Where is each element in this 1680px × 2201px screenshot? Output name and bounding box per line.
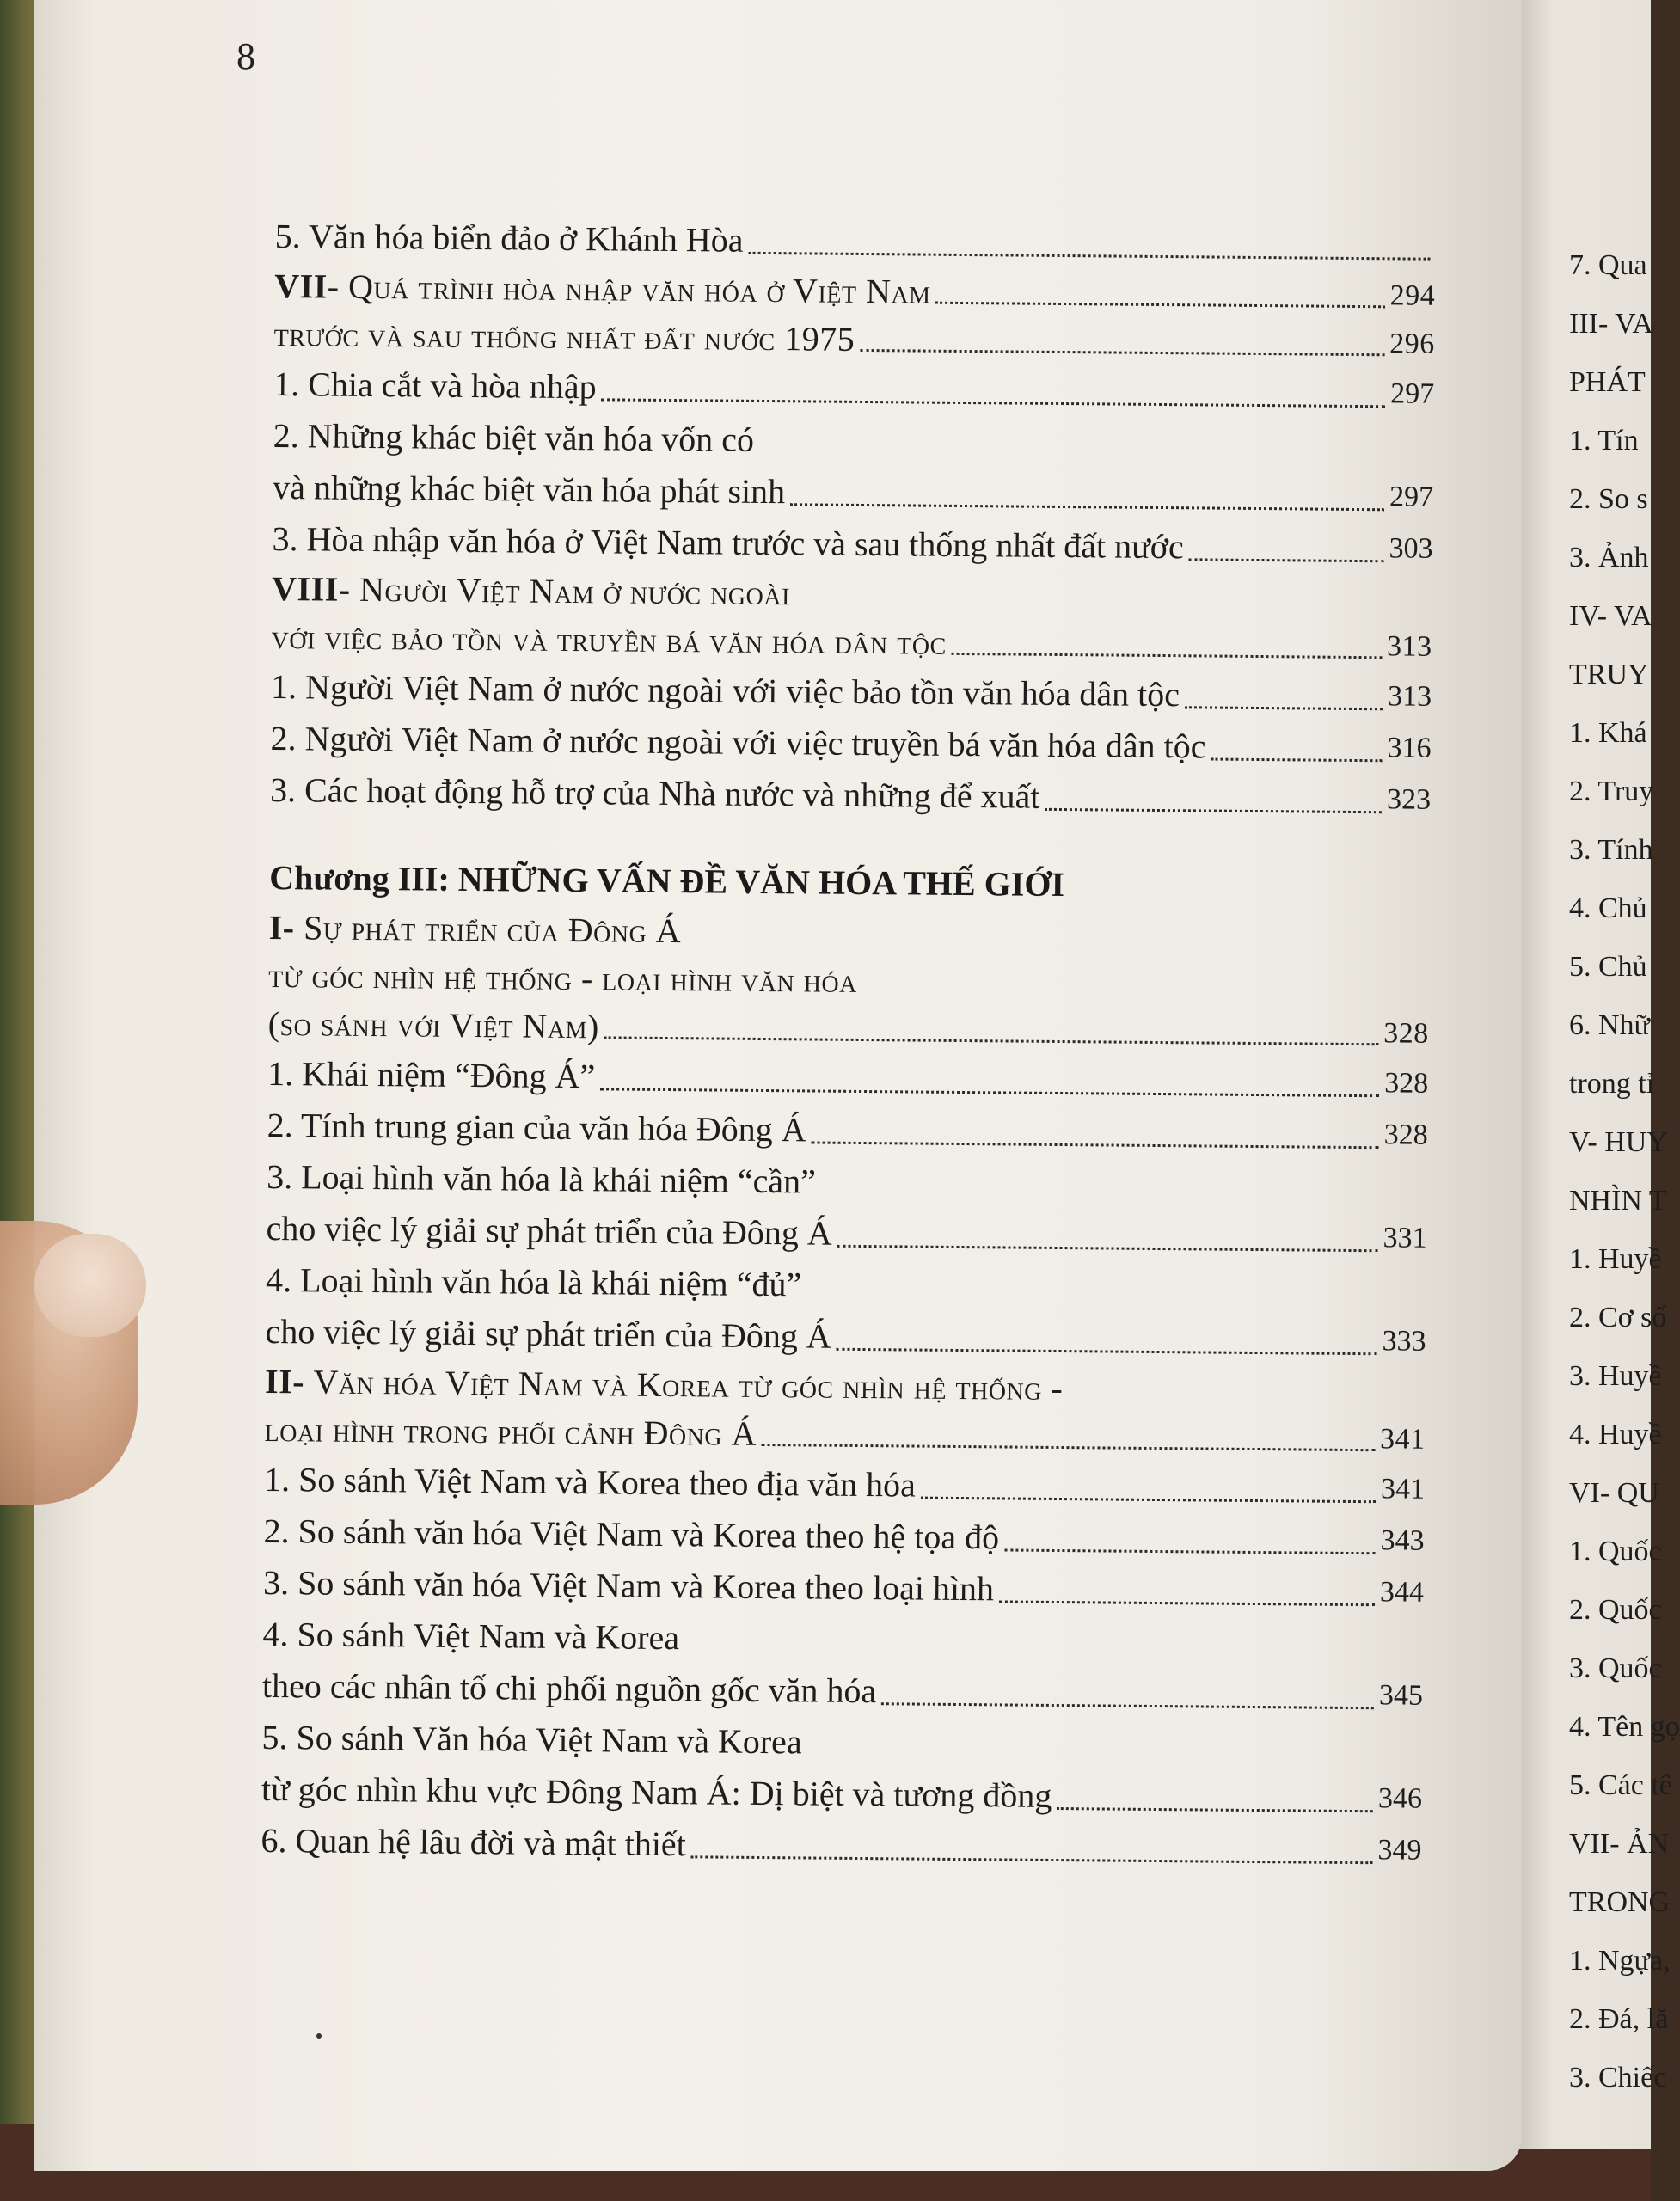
right-page-fragment: 5. Chủ [1569, 951, 1647, 983]
entry-label: từ góc nhìn khu vực Đông Nam Á: Dị biệt và tương đồng [261, 1769, 1052, 1815]
dot-leader [762, 1444, 1375, 1451]
entry-label: loại hình trong phối cảnh Đông Á [264, 1409, 757, 1453]
right-page-fragment: trong tỉ [1569, 1068, 1655, 1100]
page-ref: 313 [1387, 680, 1432, 713]
right-page-fragment: 6. Nhữ [1569, 1009, 1650, 1041]
right-page-fragment: NHÌN T [1569, 1185, 1667, 1217]
section-label [274, 262, 931, 316]
dot-leader [790, 503, 1384, 511]
page-ref: 349 [1377, 1834, 1422, 1867]
dot-leader [1057, 1807, 1373, 1812]
entry-label: trước và sau thống nhất đất nước 1975 [273, 314, 855, 359]
entry-label: 3. Hòa nhập văn hóa ở Việt Nam trước và sau thống nhất đất nước [272, 518, 1184, 567]
right-page-fragment: 1. Tín [1569, 425, 1639, 457]
entry-label: 2. Tính trung gian của văn hóa Đông Á [267, 1105, 806, 1150]
page-ref: 344 [1379, 1576, 1425, 1609]
page-ref: 328 [1383, 1119, 1428, 1151]
dot-leader [860, 349, 1384, 356]
right-page-fragment: 7. Qua [1569, 249, 1647, 281]
right-page-fragment: 3. Chiếc [1569, 2062, 1667, 2094]
entry-label: theo các nhân tố chi phối nguồn gốc văn hóa [261, 1665, 877, 1711]
right-page-fragment: 2. Quốc [1569, 1594, 1662, 1626]
section-label [268, 904, 681, 955]
dot-leader [952, 653, 1382, 659]
page-ref: 323 [1386, 783, 1432, 816]
page-ref: 303 [1389, 532, 1433, 565]
section-numeral: I- [268, 907, 304, 947]
dot-leader [691, 1855, 1373, 1864]
page-ref: 343 [1380, 1524, 1425, 1557]
section-label [272, 565, 790, 617]
thumbnail [34, 1234, 146, 1337]
page-ref: 316 [1387, 732, 1432, 764]
page-ref: 328 [1383, 1017, 1429, 1050]
page-ref: 297 [1389, 481, 1434, 513]
section-heading-line: từ góc nhìn hệ thống - loại hình văn hóa [268, 955, 858, 1000]
page-ref: 341 [1379, 1423, 1426, 1456]
right-page-fragment: 4. Tên gọ [1569, 1711, 1680, 1743]
dot-leader [999, 1600, 1375, 1606]
right-page-fragment: 4. Chủ [1569, 892, 1647, 924]
right-page-fragment: III- VA [1569, 308, 1653, 340]
entry-label: và những khác biệt văn hóa phát sinh [272, 467, 786, 512]
chapter-heading: Chương III: NHỮNG VẤN ĐỀ VĂN HÓA THẾ GIỚI [269, 857, 1065, 904]
right-page-fragment: 2. So s [1569, 483, 1648, 515]
right-page-fragment: V- HUY [1569, 1126, 1668, 1158]
entry-label: 1. So sánh Việt Nam và Korea theo địa văn hóa [263, 1459, 917, 1505]
toc-entry-line: 3. Loại hình văn hóa là khái niệm “cần” [266, 1156, 817, 1201]
right-page-fragment: 3. Ảnh [1569, 542, 1649, 573]
dot-leader [837, 1348, 1377, 1355]
toc-entry-line: 5. So sánh Văn hóa Việt Nam và Korea [261, 1717, 802, 1762]
right-page-fragment: 2. Đá, lă [1569, 2003, 1669, 2035]
dot-leader [811, 1141, 1378, 1149]
dot-leader [935, 302, 1384, 309]
page-ref: 331 [1383, 1222, 1427, 1254]
entry-label: 1. Người Việt Nam ở nước ngoài với việc bảo tồn văn hóa dân tộc [270, 666, 1180, 714]
dot-leader [1189, 558, 1384, 562]
right-page-fragment: VII- ẢN [1569, 1828, 1670, 1860]
right-page-fragment: 1. Huyề [1569, 1243, 1662, 1275]
toc-entry-line: 2. Những khác biệt văn hóa vốn có [273, 415, 755, 459]
right-page-fragment: 3. Tính [1569, 834, 1653, 866]
entry-label: 3. Các hoạt động hỗ trợ của Nhà nước và những để xuất [269, 769, 1040, 816]
page-ref: 346 [1377, 1782, 1423, 1815]
page-ref: 328 [1384, 1067, 1429, 1100]
right-page-fragment: 1. Quốc [1569, 1536, 1662, 1567]
dot-leader [748, 252, 1430, 261]
page-ref: 294 [1389, 279, 1436, 312]
entry-label: 1. Chia cắt và hòa nhập [273, 364, 597, 407]
section-label [265, 1358, 1064, 1413]
dot-leader [1211, 758, 1382, 763]
table-of-contents [261, 211, 1436, 1877]
entry-label: cho việc lý giải sự phát triển của Đông Á [266, 1208, 833, 1253]
toc-entry-line: 4. So sánh Việt Nam và Korea [262, 1614, 680, 1658]
toc-entry [261, 1815, 1421, 1877]
dot-leader [881, 1702, 1374, 1709]
book-page [34, 0, 1522, 2171]
entry-label: cho việc lý giải sự phát triển của Đông Á [265, 1311, 831, 1356]
dot-leader [604, 1036, 1378, 1045]
right-page-fragment: 5. Các tê [1569, 1769, 1672, 1801]
right-page-fragment: 4. Huyề [1569, 1419, 1662, 1450]
dot-leader [602, 398, 1386, 408]
entry-label: với việc bảo tồn và truyền bá văn hóa dân tộc [271, 616, 947, 662]
entry-label: 3. So sánh văn hóa Việt Nam và Korea theo loại hình [262, 1562, 995, 1609]
dot-leader [1004, 1548, 1375, 1554]
section-title: Người Việt Nam ở nước ngoài [359, 569, 791, 613]
right-page-fragment: 2. Truy [1569, 776, 1654, 807]
right-page-fragment: 3. Huyề [1569, 1360, 1662, 1392]
right-page-fragment: PHÁT [1569, 366, 1646, 398]
right-page-fragment: 1. Khá [1569, 717, 1647, 749]
entry-label: 2. So sánh văn hóa Việt Nam và Korea theo hệ tọa độ [263, 1511, 1000, 1557]
right-page-fragment: VI- QU [1569, 1477, 1659, 1509]
entry-label: (so sánh với Việt Nam) [267, 1003, 600, 1046]
right-page-fragment: TRONG [1569, 1886, 1671, 1918]
entry-label: 1. Khái niệm “Đông Á” [267, 1053, 596, 1096]
page-ref: 296 [1389, 328, 1435, 360]
section-numeral: II- [264, 1361, 314, 1401]
right-page-fragment: 1. Ngựa, [1569, 1945, 1671, 1977]
dot-leader [1045, 808, 1382, 813]
dot-leader [1185, 706, 1383, 710]
right-page-fragment: 3. Quốc [1569, 1652, 1662, 1684]
section-title: Quá trình hòa nhập văn hóa ở Việt Nam [347, 267, 931, 311]
entry-label: 6. Quan hệ lâu đời và mật thiết [261, 1820, 686, 1864]
page-ref: 345 [1378, 1679, 1424, 1712]
toc-entry [270, 764, 1431, 826]
entry-label: 2. Người Việt Nam ở nước ngoài với việc truyền bá văn hóa dân tộc [270, 718, 1206, 766]
section-numeral: VIII- [271, 568, 360, 609]
page-ref: 333 [1382, 1325, 1426, 1358]
page-ref: 341 [1380, 1473, 1426, 1505]
toc-entry-line: 4. Loại hình văn hóa là khái niệm “đủ” [265, 1260, 802, 1304]
stray-dot [316, 2033, 322, 2039]
section-title: Văn hóa Việt Nam và Korea từ góc nhìn hệ thống - [313, 1362, 1064, 1408]
dot-leader [921, 1497, 1376, 1504]
entry-label: 5. Văn hóa biển đảo ở Khánh Hòa [274, 216, 744, 260]
page-ref: 297 [1390, 377, 1435, 410]
page-ref: 313 [1386, 630, 1432, 663]
dot-leader [600, 1088, 1379, 1097]
page-number: 8 [236, 35, 255, 77]
right-page-fragment: TRUY [1569, 659, 1649, 690]
dot-leader [837, 1245, 1378, 1252]
right-page-fragment: 2. Cơ số [1569, 1302, 1667, 1333]
section-numeral: VII- [274, 266, 349, 306]
right-page-fragment: IV- VA [1569, 600, 1652, 632]
section-title: Sự phát triển của Đông Á [303, 908, 682, 951]
